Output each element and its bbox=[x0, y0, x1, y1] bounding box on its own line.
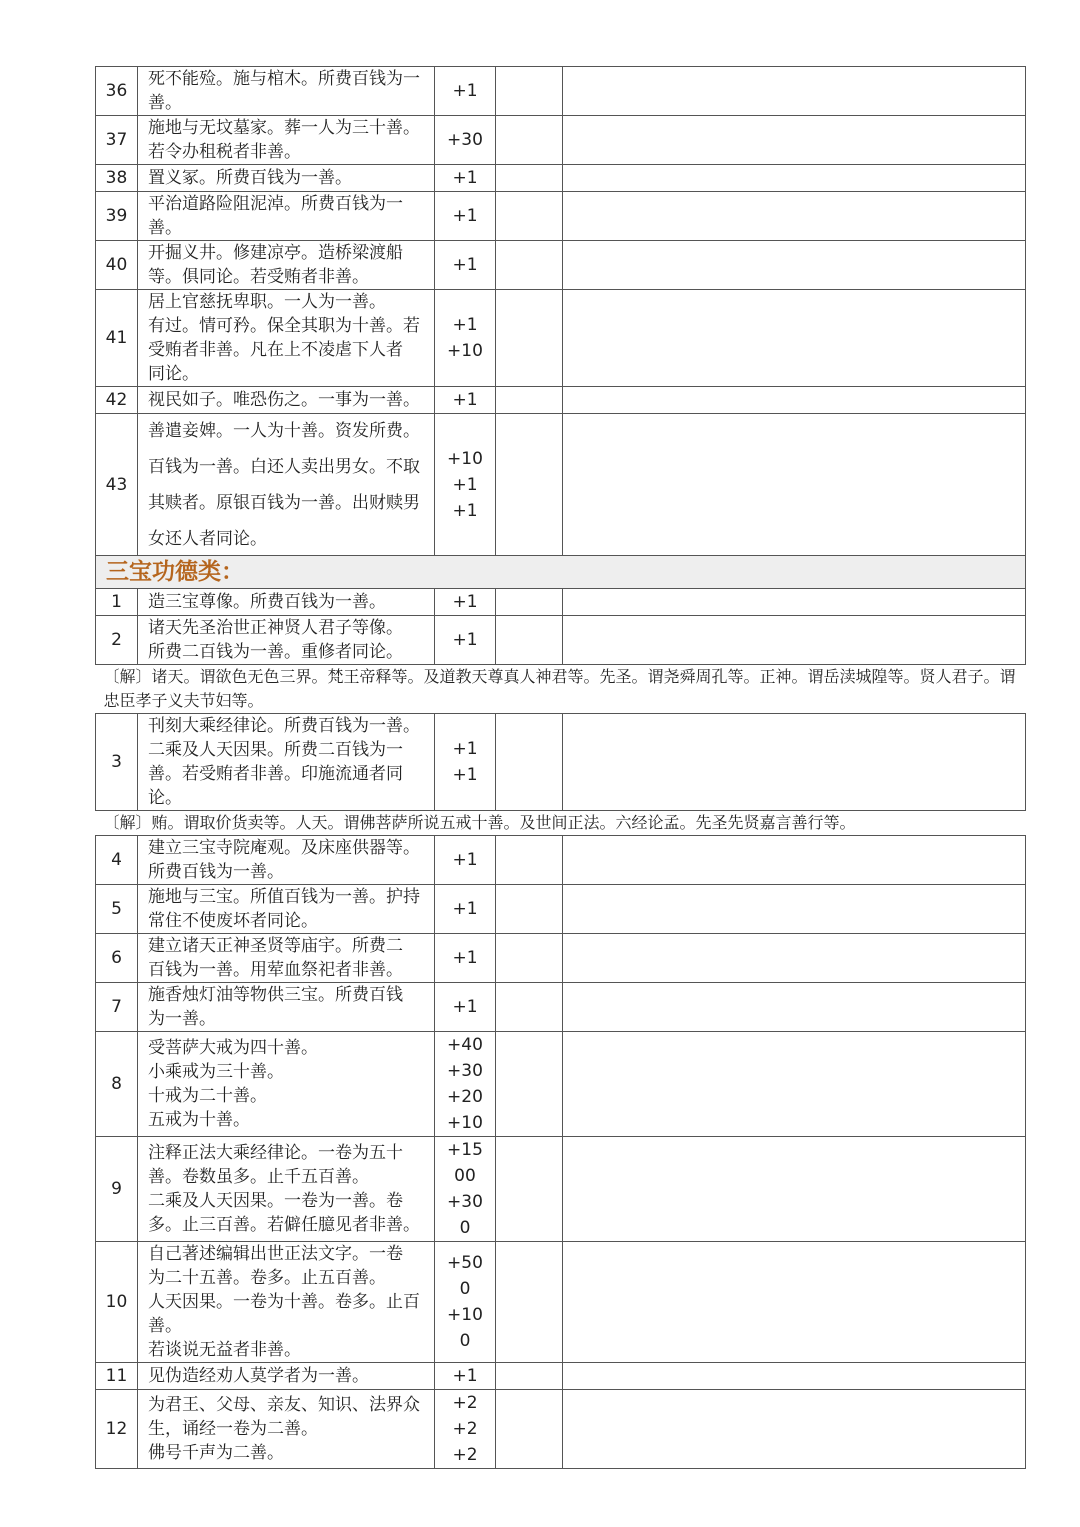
merit-score: +2 bbox=[452, 1445, 478, 1465]
merit-score-cell bbox=[435, 116, 496, 165]
merit-score-cell bbox=[435, 1363, 496, 1390]
merit-score: +10 bbox=[447, 448, 483, 469]
merit-score-cell bbox=[435, 241, 496, 290]
entry-description: 建立三宝寺院庵观。及床座供器等。 所费百钱为一善。 bbox=[148, 838, 420, 882]
merit-score: +1 bbox=[452, 850, 478, 870]
entry-number: 2 bbox=[96, 616, 138, 665]
entry-description-cell bbox=[138, 67, 435, 116]
table-row bbox=[96, 387, 1026, 414]
entry-number: 40 bbox=[96, 241, 138, 290]
table-row bbox=[96, 714, 1026, 811]
tally-cell[interactable] bbox=[496, 1390, 563, 1469]
merit-score-cell bbox=[435, 414, 496, 556]
tally-cell[interactable] bbox=[496, 1242, 563, 1363]
merit-score: +1 bbox=[452, 500, 478, 521]
entry-description-cell bbox=[138, 192, 435, 241]
section-title: 三宝功德类： bbox=[96, 556, 1026, 589]
entry-number: 6 bbox=[96, 934, 138, 983]
notes-cell[interactable] bbox=[563, 885, 1026, 934]
notes-cell[interactable] bbox=[563, 1032, 1026, 1137]
entry-description: 置义冢。所费百钱为一善。 bbox=[148, 168, 352, 188]
commentary-row bbox=[96, 665, 1026, 714]
entry-description-cell bbox=[138, 1032, 435, 1137]
entry-number: 9 bbox=[96, 1137, 138, 1242]
notes-cell[interactable] bbox=[563, 1390, 1026, 1469]
entry-number: 3 bbox=[96, 714, 138, 811]
merit-score-cell bbox=[435, 1390, 496, 1469]
entry-description-cell bbox=[138, 934, 435, 983]
tally-cell[interactable] bbox=[496, 934, 563, 983]
merit-score: +30 bbox=[447, 1061, 483, 1081]
entry-number: 8 bbox=[96, 1032, 138, 1137]
notes-cell[interactable] bbox=[563, 414, 1026, 556]
merit-score: 0 bbox=[459, 1331, 471, 1351]
merit-score: +2 bbox=[452, 1393, 478, 1413]
merit-score-cell bbox=[435, 1137, 496, 1242]
table-row bbox=[96, 934, 1026, 983]
merit-score-cell bbox=[435, 192, 496, 241]
merit-score: 0 bbox=[459, 1218, 471, 1238]
table-row bbox=[96, 414, 1026, 556]
entry-description: 注释正法大乘经律论。一卷为五十 善。卷数虽多。止千五百善。 二乘及人天因果。一卷为一善。卷 多。止三百善。若僻任臆见者非善。 bbox=[148, 1143, 420, 1235]
tally-cell[interactable] bbox=[496, 714, 563, 811]
table-row bbox=[96, 192, 1026, 241]
merit-score: +1 bbox=[452, 315, 478, 335]
notes-cell[interactable] bbox=[563, 290, 1026, 387]
merit-score: +40 bbox=[447, 1035, 483, 1055]
merit-score-cell bbox=[435, 589, 496, 616]
merit-score: +1 bbox=[452, 739, 478, 759]
table-row bbox=[96, 1137, 1026, 1242]
entry-description-cell bbox=[138, 983, 435, 1032]
merit-score-cell bbox=[435, 290, 496, 387]
table-row bbox=[96, 885, 1026, 934]
merit-score-cell bbox=[435, 387, 496, 414]
merit-score: +1 bbox=[452, 765, 478, 785]
entry-number: 36 bbox=[96, 67, 138, 116]
notes-cell[interactable] bbox=[563, 934, 1026, 983]
entry-description-cell bbox=[138, 241, 435, 290]
merit-score: +1 bbox=[452, 899, 478, 919]
merit-score: +20 bbox=[447, 1087, 483, 1107]
merit-score: 0 bbox=[459, 1279, 471, 1299]
tally-cell[interactable] bbox=[496, 116, 563, 165]
notes-cell[interactable] bbox=[563, 116, 1026, 165]
notes-cell[interactable] bbox=[563, 836, 1026, 885]
tally-cell[interactable] bbox=[496, 836, 563, 885]
merit-score-cell bbox=[435, 616, 496, 665]
tally-cell[interactable] bbox=[496, 983, 563, 1032]
merit-score: +1 bbox=[452, 206, 478, 226]
entry-description-cell bbox=[138, 116, 435, 165]
entry-description: 开掘义井。修建凉亭。造桥梁渡船 等。俱同论。若受贿者非善。 bbox=[148, 243, 403, 287]
merit-score: +30 bbox=[447, 1192, 483, 1212]
table-row bbox=[96, 67, 1026, 116]
merit-score: +1 bbox=[452, 474, 478, 495]
merit-score: +10 bbox=[447, 1113, 483, 1133]
table-row bbox=[96, 290, 1026, 387]
merit-score-cell bbox=[435, 983, 496, 1032]
entry-description-cell bbox=[138, 1363, 435, 1390]
entry-description-cell bbox=[138, 1137, 435, 1242]
entry-description: 施地与无坟墓家。葬一人为三十善。 若令办租税者非善。 bbox=[148, 118, 420, 162]
entry-number: 5 bbox=[96, 885, 138, 934]
entry-number: 1 bbox=[96, 589, 138, 616]
tally-cell[interactable] bbox=[496, 67, 563, 116]
entry-description-cell bbox=[138, 1242, 435, 1363]
notes-cell[interactable] bbox=[563, 589, 1026, 616]
tally-cell[interactable] bbox=[496, 1032, 563, 1137]
entry-description-cell bbox=[138, 414, 435, 556]
merit-score-cell bbox=[435, 836, 496, 885]
entry-description: 刊刻大乘经律论。所费百钱为一善。 二乘及人天因果。所费二百钱为一 善。若受贿者非善。印施流通者同 论。 bbox=[148, 716, 420, 808]
table-row bbox=[96, 1242, 1026, 1363]
entry-number: 10 bbox=[96, 1242, 138, 1363]
merit-score-cell bbox=[435, 67, 496, 116]
table-row bbox=[96, 983, 1026, 1032]
entry-description: 视民如子。唯恐伤之。一事为一善。 bbox=[148, 390, 420, 410]
entry-description: 受菩萨大戒为四十善。 小乘戒为三十善。 十戒为二十善。 五戒为十善。 bbox=[148, 1038, 318, 1130]
entry-description: 居上官慈抚卑职。一人为一善。 有过。情可矜。保全其职为十善。若 受贿者非善。凡在上不凌虐下人者 同论。 bbox=[148, 292, 420, 384]
merit-score: +1 bbox=[452, 630, 478, 650]
entry-number: 4 bbox=[96, 836, 138, 885]
table-row bbox=[96, 165, 1026, 192]
table-row bbox=[96, 1390, 1026, 1469]
notes-cell[interactable] bbox=[563, 983, 1026, 1032]
entry-description-cell bbox=[138, 836, 435, 885]
table-row bbox=[96, 589, 1026, 616]
entry-number: 12 bbox=[96, 1390, 138, 1469]
tally-cell[interactable] bbox=[496, 1363, 563, 1390]
tally-cell[interactable] bbox=[496, 387, 563, 414]
entry-description-cell bbox=[138, 616, 435, 665]
entry-description-cell bbox=[138, 290, 435, 387]
entry-description: 平治道路险阻泥淖。所费百钱为一 善。 bbox=[148, 194, 403, 238]
entry-description: 建立诸天正神圣贤等庙宇。所费二 百钱为一善。用荤血祭祀者非善。 bbox=[148, 936, 403, 980]
merit-score: +1 bbox=[452, 948, 478, 968]
merit-score-cell bbox=[435, 885, 496, 934]
tally-cell[interactable] bbox=[496, 290, 563, 387]
merit-score-cell bbox=[435, 714, 496, 811]
entry-number: 42 bbox=[96, 387, 138, 414]
table-row bbox=[96, 116, 1026, 165]
tally-cell[interactable] bbox=[496, 165, 563, 192]
entry-description-cell bbox=[138, 1390, 435, 1469]
notes-cell[interactable] bbox=[563, 387, 1026, 414]
table-row bbox=[96, 836, 1026, 885]
entry-description: 诸天先圣治世正神贤人君子等像。 所费二百钱为一善。重修者同论。 bbox=[148, 618, 403, 662]
notes-cell[interactable] bbox=[563, 1242, 1026, 1363]
tally-cell[interactable] bbox=[496, 589, 563, 616]
entry-description: 见伪造经劝人莫学者为一善。 bbox=[148, 1366, 369, 1386]
merit-table-body bbox=[96, 67, 1026, 1469]
entry-description: 造三宝尊像。所费百钱为一善。 bbox=[148, 592, 386, 612]
table-row bbox=[96, 241, 1026, 290]
tally-cell[interactable] bbox=[496, 192, 563, 241]
entry-description: 死不能殓。施与棺木。所费百钱为一 善。 bbox=[148, 69, 420, 113]
merit-score: +1 bbox=[452, 390, 478, 410]
tally-cell[interactable] bbox=[496, 616, 563, 665]
entry-description-cell bbox=[138, 885, 435, 934]
notes-cell[interactable] bbox=[563, 165, 1026, 192]
merit-table bbox=[95, 66, 1026, 1469]
merit-score: +10 bbox=[447, 341, 483, 361]
merit-score: +50 bbox=[447, 1253, 483, 1273]
merit-score: +10 bbox=[447, 1305, 483, 1325]
merit-score: +2 bbox=[452, 1419, 478, 1439]
entry-number: 43 bbox=[96, 414, 138, 556]
entry-description-cell bbox=[138, 589, 435, 616]
merit-score-cell bbox=[435, 1242, 496, 1363]
merit-score: +1 bbox=[452, 1366, 478, 1386]
notes-cell[interactable] bbox=[563, 67, 1026, 116]
notes-cell[interactable] bbox=[563, 714, 1026, 811]
table-row bbox=[96, 1363, 1026, 1390]
merit-ledger-page bbox=[95, 66, 1025, 1469]
notes-cell[interactable] bbox=[563, 1363, 1026, 1390]
entry-description: 施香烛灯油等物供三宝。所费百钱 为一善。 bbox=[148, 985, 403, 1029]
entry-description: 为君王、父母、亲友、知识、法界众 生，诵经一卷为二善。 佛号千声为二善。 bbox=[148, 1395, 420, 1463]
tally-cell[interactable] bbox=[496, 414, 563, 556]
entry-description-cell bbox=[138, 714, 435, 811]
merit-score: +15 bbox=[447, 1140, 483, 1160]
merit-score-cell bbox=[435, 165, 496, 192]
entry-number: 7 bbox=[96, 983, 138, 1032]
merit-score: +1 bbox=[452, 81, 478, 101]
merit-score-cell bbox=[435, 934, 496, 983]
entry-number: 39 bbox=[96, 192, 138, 241]
merit-score: 00 bbox=[454, 1166, 476, 1186]
commentary-row bbox=[96, 811, 1026, 836]
merit-score: +1 bbox=[452, 168, 478, 188]
entry-description: 善遣妾婢。一人为十善。资发所费。 百钱为一善。白还人卖出男女。不取 其赎者。原银百钱为一善。出财赎男 女还人者同论。 bbox=[148, 420, 420, 549]
tally-cell[interactable] bbox=[496, 885, 563, 934]
entry-description: 自己著述编辑出世正法文字。一卷 为二十五善。卷多。止五百善。 人天因果。一卷为十善。卷多。止百 善。 若谈说无益者非善。 bbox=[148, 1244, 420, 1360]
entry-number: 11 bbox=[96, 1363, 138, 1390]
entry-description: 施地与三宝。所值百钱为一善。护持 常住不使废坏者同论。 bbox=[148, 887, 420, 931]
table-row bbox=[96, 1032, 1026, 1137]
notes-cell[interactable] bbox=[563, 1137, 1026, 1242]
notes-cell[interactable] bbox=[563, 192, 1026, 241]
entry-description-cell bbox=[138, 165, 435, 192]
commentary-text: 〔解〕贿。谓取价货卖等。人天。谓佛菩萨所说五戒十善。及世间正法。六经论孟。先圣先贤嘉言善行等。 bbox=[96, 811, 1026, 836]
merit-score: +1 bbox=[452, 997, 478, 1017]
entry-number: 37 bbox=[96, 116, 138, 165]
merit-score: +1 bbox=[452, 255, 478, 275]
merit-score: +30 bbox=[447, 130, 483, 150]
section-header bbox=[96, 556, 1026, 589]
tally-cell[interactable] bbox=[496, 1137, 563, 1242]
notes-cell[interactable] bbox=[563, 616, 1026, 665]
merit-score: +1 bbox=[452, 592, 478, 612]
tally-cell[interactable] bbox=[496, 241, 563, 290]
commentary-text: 〔解〕诸天。谓欲色无色三界。梵王帝释等。及道教天尊真人神君等。先圣。谓尧舜周孔等。正神。谓岳渎城隍等。贤人君子。谓忠臣孝子义夫节妇等。 bbox=[96, 665, 1026, 714]
entry-number: 41 bbox=[96, 290, 138, 387]
entry-description-cell bbox=[138, 387, 435, 414]
merit-score-cell bbox=[435, 1032, 496, 1137]
notes-cell[interactable] bbox=[563, 241, 1026, 290]
entry-number: 38 bbox=[96, 165, 138, 192]
table-row bbox=[96, 616, 1026, 665]
